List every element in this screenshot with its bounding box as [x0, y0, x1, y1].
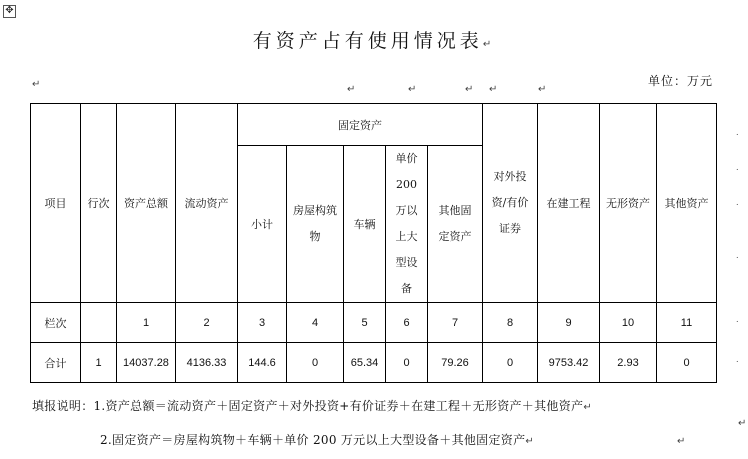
row-label: 合计 — [31, 343, 81, 383]
col-index: 10 — [600, 303, 657, 343]
header-item: 项目 — [31, 104, 81, 303]
header-investment: 对外投资/有价证券 — [483, 104, 538, 303]
header-current-assets: 流动资产 — [176, 104, 238, 303]
col-index: 3 — [238, 303, 287, 343]
header-buildings: 房屋构筑物 — [287, 146, 344, 303]
row-no-cell — [81, 303, 117, 343]
col-index: 9 — [538, 303, 600, 343]
unit-label: 单位：万元 — [648, 74, 714, 88]
row-no-cell: 1 — [81, 343, 117, 383]
header-total-assets: 资产总额 — [117, 104, 176, 303]
header-subtotal: 小计 — [238, 146, 287, 303]
row-label: 栏次 — [31, 303, 81, 343]
page-title: 有资产占有使用情况表↵ — [252, 30, 496, 52]
header-other-assets: 其他资产 — [657, 104, 717, 303]
paragraph-mark: ↵ — [465, 84, 474, 95]
header-other-fixed: 其他固定资产 — [428, 146, 483, 303]
construction-value: 9753.42 — [538, 343, 600, 383]
intangible-value: 2.93 — [600, 343, 657, 383]
table-move-handle-icon[interactable]: ✥ — [3, 5, 16, 18]
col-index: 7 — [428, 303, 483, 343]
other-assets-value: 0 — [657, 343, 717, 383]
header-vehicles: 车辆 — [344, 146, 386, 303]
paragraph-mark: ↵ — [32, 79, 41, 90]
current-assets-value: 4136.33 — [176, 343, 238, 383]
investment-value: 0 — [483, 343, 538, 383]
col-index: 11 — [657, 303, 717, 343]
asset-table — [30, 103, 717, 383]
header-fixed-assets: 固定资产 — [238, 104, 483, 146]
large-equipment-value: 0 — [386, 343, 428, 383]
subtotal-value: 144.6 — [238, 343, 287, 383]
paragraph-mark: ↵ — [347, 84, 356, 95]
column-index-row — [31, 303, 717, 343]
header-large-equipment: 单价200万以上大型设备 — [386, 146, 428, 303]
cell-end-mark: . — [736, 355, 739, 364]
col-index: 6 — [386, 303, 428, 343]
cell-end-mark: . — [736, 198, 739, 207]
col-index: 8 — [483, 303, 538, 343]
header-construction: 在建工程 — [538, 104, 600, 303]
cell-end-mark: . — [736, 251, 739, 260]
cell-end-mark: . — [736, 128, 739, 137]
col-index: 4 — [287, 303, 344, 343]
note-line-2: 2.固定资产＝房屋构筑物＋车辆＋单价 200 万元以上大型设备＋其他固定资产↵ — [100, 433, 535, 447]
total-assets-value: 14037.28 — [117, 343, 176, 383]
note-line-1: 填报说明：1.资产总额＝流动资产＋固定资产＋对外投资+有价证券＋在建工程＋无形资产＋其他资产↵ — [32, 399, 592, 413]
col-index: 5 — [344, 303, 386, 343]
vehicles-value: 65.34 — [344, 343, 386, 383]
header-row-no: 行次 — [81, 104, 117, 303]
total-row — [31, 343, 717, 383]
paragraph-mark: ↵ — [408, 84, 417, 95]
cell-end-mark: . — [736, 163, 739, 172]
paragraph-mark: ↵ — [538, 84, 547, 95]
other-fixed-value: 79.26 — [428, 343, 483, 383]
col-index: 2 — [176, 303, 238, 343]
cell-end-mark: . — [736, 315, 739, 324]
header-intangible: 无形资产 — [600, 104, 657, 303]
paragraph-mark: ↵ — [489, 84, 498, 95]
paragraph-mark: ↵ — [677, 436, 686, 447]
paragraph-mark: ↵ — [738, 418, 747, 429]
buildings-value: 0 — [287, 343, 344, 383]
col-index: 1 — [117, 303, 176, 343]
